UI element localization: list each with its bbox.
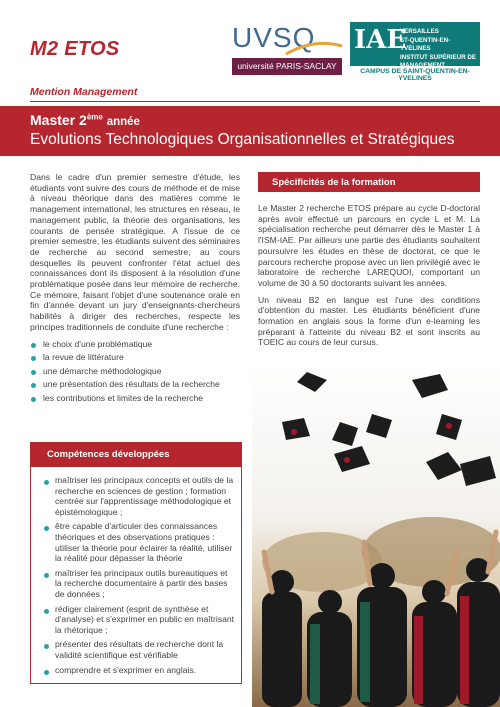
list-item: comprendre et s'exprimer en anglais. — [43, 665, 235, 676]
list-item: maîtriser les principaux outils bureautiques et la recherche documentaire à partir des bases de données ; — [43, 568, 235, 600]
specificites-paragraph-2: Un niveau B2 en langue est l'une des conditions d'obtention du master. Les étudiants bénéficient d'une formation en anglais sous la forme d'un e-learning les préparant à l'atteinte du niveau B2 et sont inscrits au TOEIC au cours de leur cursus. — [258, 294, 480, 348]
specificites-paragraph-1: Le Master 2 recherche ETOS prépare au cycle D-doctoral après avoir effectué un parcours en cycle L et M. La spécialisation recherche peut démarrer dès le Master 1 à l'ISM-IAE. Par ailleurs une partie des étudiants souhaitent poursuivre les études en thèse de doctorat, ce que le parcours recherche propose avec un lien privilégié avec le laboratoire de recherche LAREQUOI, comportant un volume de 30 à 50 doctorants suivant les années. — [258, 203, 480, 288]
iae-logo — [350, 22, 480, 80]
intro-paragraph: Dans le cadre d'un premier semestre d'étude, les étudiants vont suivre des cours de méthode et de mise à niveau théorique dans des matières comme le management international, les structures en réseau, le management public, la théorie des organisations, les courants de pensée stratégique. A l'issue de ce premier semestre, les étudiants suivent des séminaires de recherche au second semestre, au cours desquelles ils peuvent confronter l'état actuel des connaissances dont ils disposent à la résolution d'une problématique posée dans leur mémoire de recherche. Ce mémoire, faisant l'objet d'une soutenance orale en fin d'année devant un jury d'enseignants-chercheurs habilités à diriger des recherches, respecte les principes traditionnels de conduite d'une recherche : — [30, 172, 240, 332]
list-item: le choix d'une problématique — [30, 338, 245, 351]
competences-box — [30, 442, 242, 684]
list-item: rédiger clairement (esprit de synthèse et d'analyse) et s'exprimer en public en maîtrisant la rhétorique ; — [43, 604, 235, 636]
mention-label: Mention Management — [30, 86, 138, 98]
specificites-text — [258, 203, 480, 354]
list-item: être capable d'articuler des connaissances théoriques et des observations pratiques : utiliser la théorie pour éclairer la réalité, utiliser la réalité pour dépasser la théorie — [43, 521, 235, 563]
list-item: une présentation des résultats de la recherche — [30, 378, 245, 391]
iae-box — [350, 22, 480, 69]
iae-line-sqy: ST-QUENTIN-EN-YVELINES — [400, 36, 451, 52]
list-item: la revue de littérature — [30, 351, 245, 364]
graduation-photo — [252, 362, 500, 707]
page-title: M2 ETOS — [30, 38, 120, 60]
list-item: une démarche méthodologique — [30, 365, 245, 378]
banner-sup: ème — [86, 112, 103, 122]
banner-master: Master 2 — [30, 112, 87, 128]
specificites-title: Spécificités de la formation — [272, 177, 396, 188]
competences-title: Compétences développées — [47, 449, 170, 460]
specificites-header — [258, 172, 480, 192]
iae-wordmark: IAE — [354, 25, 407, 55]
uvsq-logo — [232, 22, 342, 78]
list-item: maîtriser les principaux concepts et outils de la recherche en sciences de gestion ; formation centrée sur l'apprentissage méthodologique et épistémologique ; — [43, 475, 235, 517]
uvsq-wordmark: UVSQ — [232, 22, 316, 53]
universite-paris-saclay-label: université PARIS-SACLAY — [232, 58, 342, 75]
competences-header — [31, 443, 241, 467]
list-item: les contributions et limites de la recherche — [30, 392, 245, 405]
banner-annee: année — [106, 116, 140, 128]
iae-line-versailles: VERSAILLES — [400, 28, 439, 35]
divider — [30, 101, 480, 102]
swoosh-icon — [284, 40, 344, 58]
list-item: présenter des résultats de recherche dont la validité scientifique est vérifiable — [43, 639, 235, 660]
program-banner — [0, 106, 500, 156]
campus-label: CAMPUS DE SAINT-QUENTIN-EN-YVELINES — [360, 68, 470, 82]
iae-line-institut: INSTITUT SUPÉRIEUR DE MANAGEMENT — [400, 53, 476, 69]
banner-year — [30, 112, 140, 128]
research-principles-list — [30, 338, 245, 405]
competences-list — [43, 475, 235, 679]
banner-program: Evolutions Technologiques Organisationnelles et Stratégiques — [30, 131, 455, 148]
